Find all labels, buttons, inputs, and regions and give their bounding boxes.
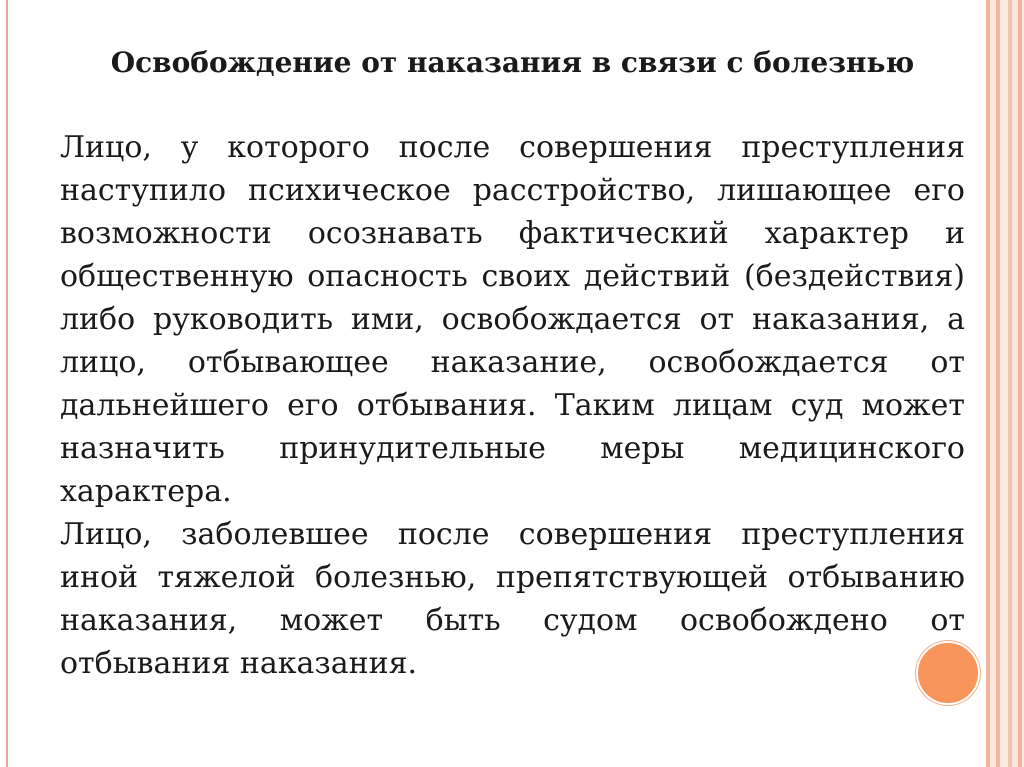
decorative-circle-icon (916, 641, 980, 705)
slide-body (60, 126, 965, 685)
left-border-line (6, 0, 8, 767)
slide-title: Освобождение от наказания в связи с болезнью (110, 46, 915, 79)
body-paragraph-1: Лицо, у которого после совершения преступления наступило психическое расстройство, лишающее его возможности осознавать фактический характер и общественную опасность своих действий (бездействия) либо руководить ими, освобождается от наказания, а лицо, отбывающее наказание, освобождается от дальнейшего его отбывания. Таким лицам суд может назначить принудительные меры медицинского характера. (60, 130, 965, 509)
right-decorative-band (984, 0, 1024, 767)
body-paragraph-2: Лицо, заболевшее после совершения преступления иной тяжелой болезнью, препятствующей отбыванию наказания, может быть судом освобождено от отбывания наказания. (60, 517, 965, 681)
